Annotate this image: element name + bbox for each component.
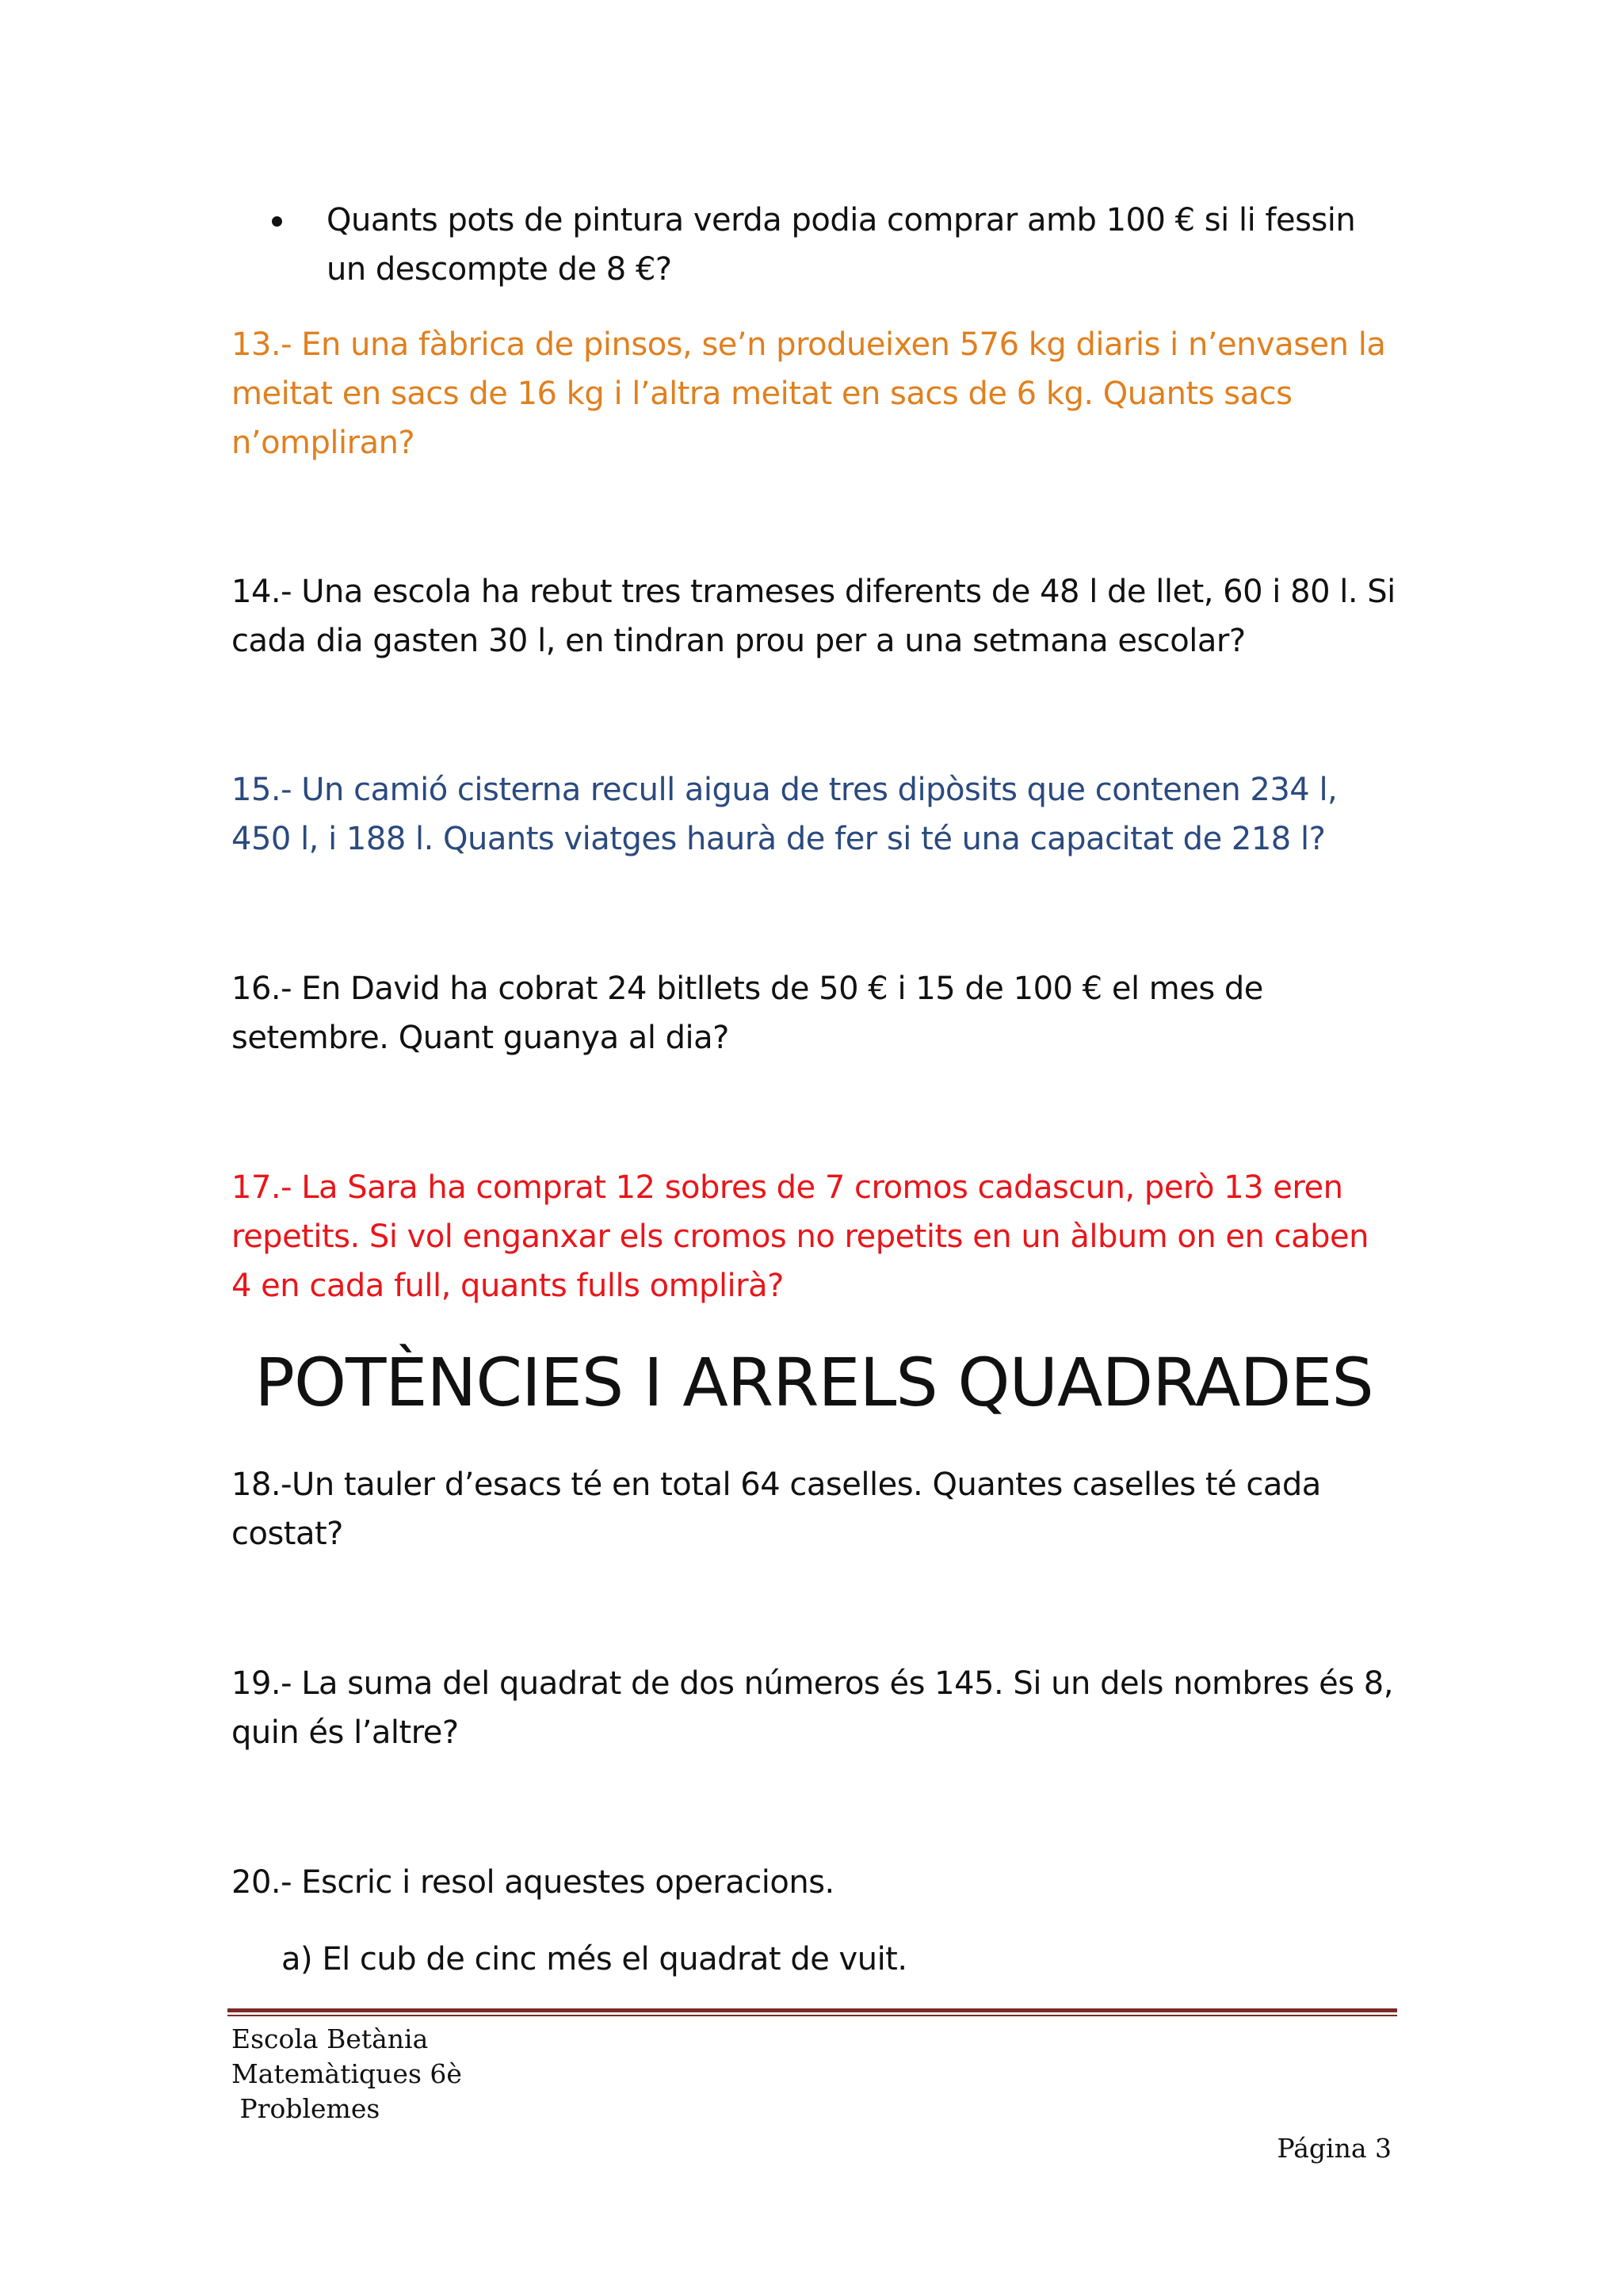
footer-section: Problemes — [231, 2093, 380, 2124]
problem-17 — [231, 1163, 1396, 1310]
problem-20-subitem-a: a) El cub de cinc més el quadrat de vuit. — [281, 1941, 907, 1978]
problem-20-line-1: 20.- Escric i resol aquestes operacions. — [231, 1864, 834, 1901]
problem-19-line-2: quin és l’altre? — [231, 1714, 459, 1751]
problem-19 — [231, 1659, 1396, 1757]
problem-17-line-1: 17.- La Sara ha comprat 12 sobres de 7 cromos cadascun, però 13 eren — [231, 1169, 1343, 1206]
problem-15 — [231, 765, 1396, 864]
problem-14-line-2: cada dia gasten 30 l, en tindran prou per a una setmana escolar? — [231, 623, 1246, 659]
section-title: POTÈNCIES I ARRELS QUADRADES — [254, 1344, 1373, 1421]
footer-school: Escola Betània — [231, 2023, 429, 2054]
problem-18-line-1: 18.-Un tauler d’esacs té en total 64 caselles. Quantes caselles té cada — [231, 1466, 1321, 1503]
problem-20 — [231, 1858, 1396, 1907]
problem-15-line-2: 450 l, i 188 l. Quants viatges haurà de fer si té una capacitat de 218 l? — [231, 821, 1326, 857]
problem-16-line-1: 16.- En David ha cobrat 24 bitllets de 50 € i 15 de 100 € el mes de — [231, 971, 1263, 1007]
problem-13-line-1: 13.- En una fàbrica de pinsos, se’n produeixen 576 kg diaris i n’envasen la — [231, 326, 1386, 363]
footer-divider — [227, 2008, 1397, 2012]
page-number: Página 3 — [1277, 2133, 1392, 2164]
problem-13-line-3: n’ompliran? — [231, 425, 415, 461]
bullet-icon — [272, 216, 282, 227]
problem-15-line-1: 15.- Un camió cisterna recull aigua de tres dipòsits que contenen 234 l, — [231, 772, 1338, 808]
problem-18 — [231, 1460, 1396, 1558]
footer-divider-thin — [227, 2015, 1397, 2016]
problem-16 — [231, 964, 1396, 1062]
problem-14 — [231, 567, 1396, 666]
problem-17-line-2: repetits. Si vol enganxar els cromos no repetits en un àlbum on en caben — [231, 1219, 1369, 1255]
footer-subject: Matemàtiques 6è — [231, 2058, 462, 2089]
problem-14-line-1: 14.- Una escola ha rebut tres trameses diferents de 48 l de llet, 60 i 80 l. Si — [231, 574, 1396, 610]
problem-13-line-2: meitat en sacs de 16 kg i l’altra meitat en sacs de 6 kg. Quants sacs — [231, 376, 1293, 412]
footer-info — [231, 2022, 462, 2126]
problem-17-line-3: 4 en cada full, quants fulls omplirà? — [231, 1268, 784, 1304]
bullet-line-1: Quants pots de pintura verda podia comprar amb 100 € si li fessin — [327, 202, 1356, 238]
problem-19-line-1: 19.- La suma del quadrat de dos números és 145. Si un dels nombres és 8, — [231, 1665, 1393, 1702]
problem-13 — [231, 320, 1396, 467]
problem-16-line-2: setembre. Quant guanya al dia? — [231, 1020, 729, 1056]
problem-18-line-2: costat? — [231, 1516, 343, 1552]
bullet-text — [327, 196, 1404, 294]
bullet-line-2: un descompte de 8 €? — [327, 251, 672, 288]
